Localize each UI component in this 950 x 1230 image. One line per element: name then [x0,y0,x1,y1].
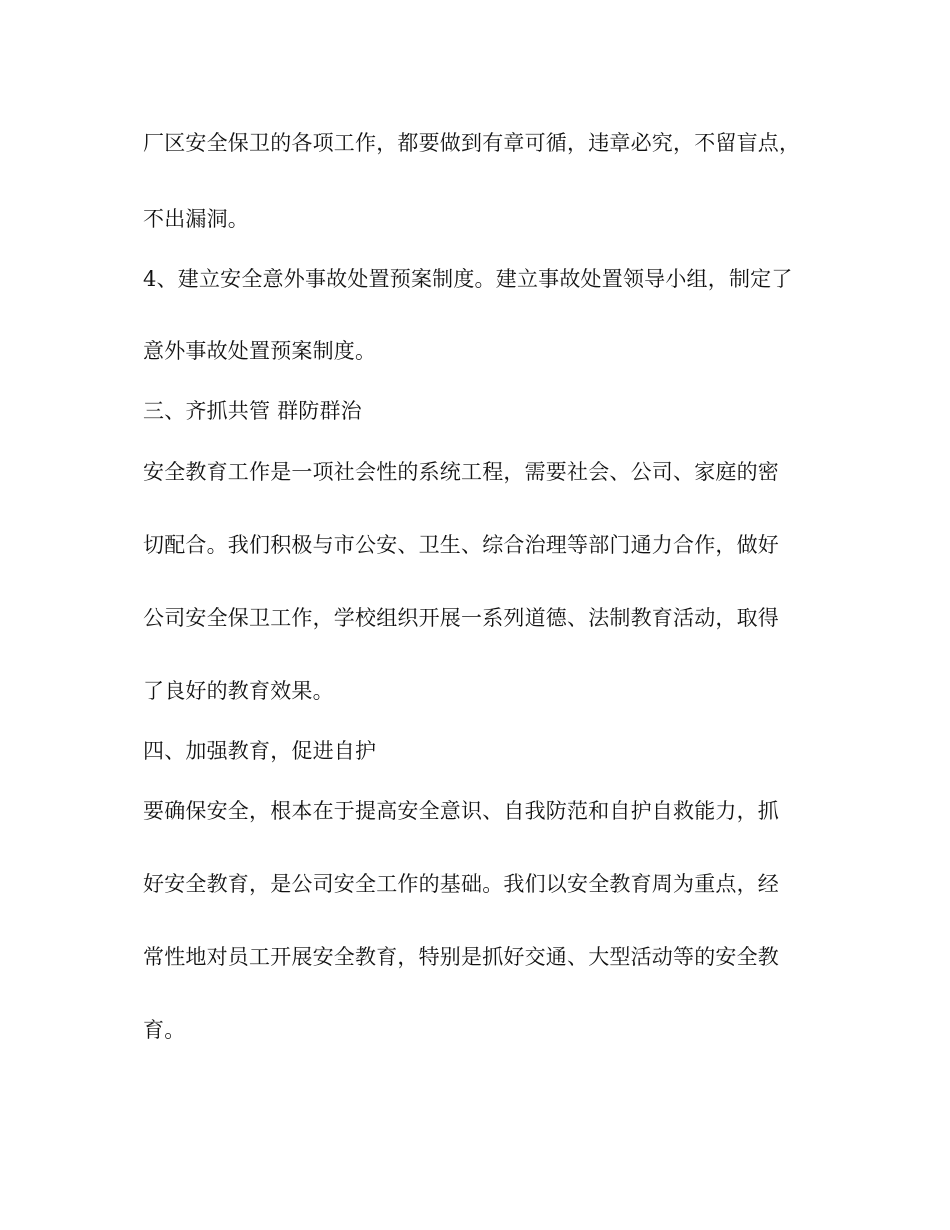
paragraph-line: 切配合。我们积极与市公安、卫生、综合治理等部门通力合作，做好 [143,533,779,557]
paragraph-line: 要确保安全，根本在于提高安全意识、自我防范和自护自救能力，抓 [143,799,779,823]
paragraph-line: 意外事故处置预案制度。 [143,339,377,363]
paragraph-line: 常性地对员工开展安全教育，特别是抓好交通、大型活动等的安全教 [143,945,779,969]
section-heading: 三、齐抓共管 群防群治 [143,399,362,423]
numbered-item-line: 4、建立安全意外事故处置预案制度。建立事故处置领导小组，制定了 [143,267,793,291]
paragraph-line: 厂区安全保卫的各项工作，都要做到有章可循，违章必究，不留盲点， [143,131,801,155]
paragraph-line: 安全教育工作是一项社会性的系统工程，需要社会、公司、家庭的密 [143,460,779,484]
paragraph-line: 育。 [143,1018,186,1042]
paragraph-line: 公司安全保卫工作，学校组织开展一系列道德、法制教育活动，取得 [143,606,779,630]
paragraph-line: 了良好的教育效果。 [143,679,334,703]
paragraph-line: 好安全教育，是公司安全工作的基础。我们以安全教育周为重点，经 [143,872,779,896]
section-heading: 四、加强教育，促进自护 [143,739,377,763]
paragraph-line: 不出漏洞。 [143,207,249,231]
